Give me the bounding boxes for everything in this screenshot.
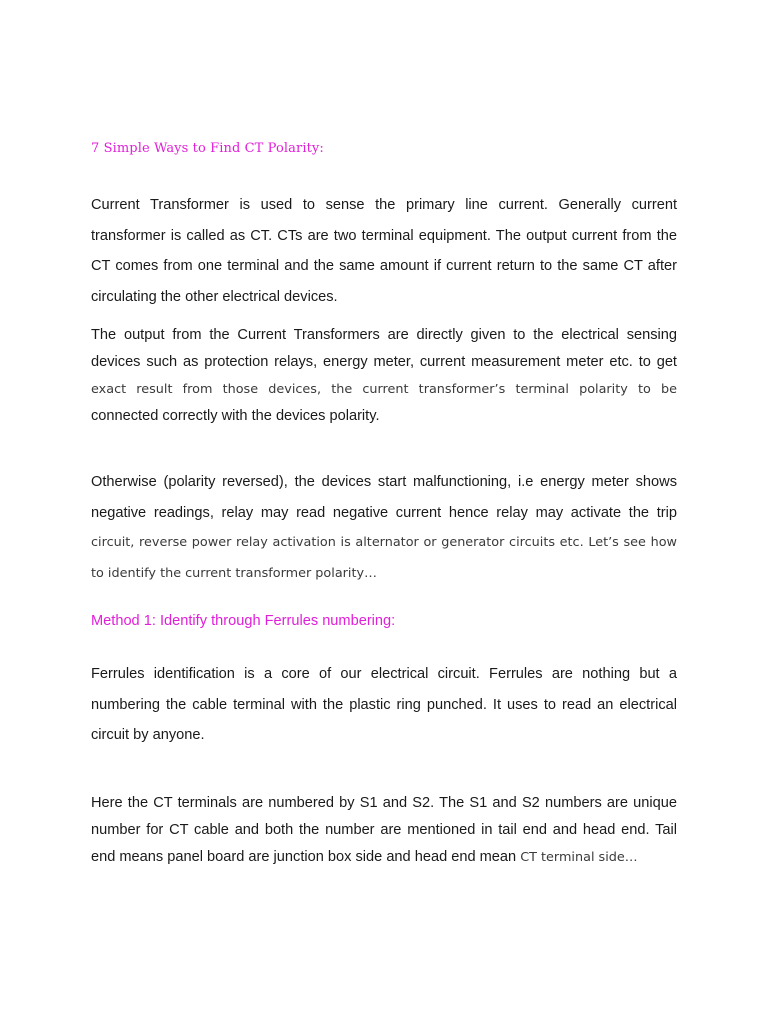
paragraph-output [91, 322, 677, 430]
paragraph-line-tail: CT terminal side… [520, 850, 638, 865]
paragraph-line: transformer is called as CT. CTs are two terminal equipment. The output current from the [91, 227, 677, 244]
paragraph-line: circuit, reverse power relay activation is alternator or generator circuits etc. Let’s see how [91, 535, 677, 550]
paragraph-line [91, 844, 677, 871]
paragraph-line: exact result from those devices, the current transformer’s terminal polarity to be [91, 382, 677, 397]
paragraph-otherwise [91, 467, 677, 589]
paragraph-line: Here the CT terminals are numbered by S1 and S2. The S1 and S2 numbers are unique [91, 795, 677, 811]
paragraph-ferrules [91, 659, 677, 751]
paragraph-intro [91, 190, 677, 312]
paragraph-line: The output from the Current Transformers are directly given to the electrical sensing [91, 327, 677, 343]
paragraph-line: to identify the current transformer polarity… [91, 565, 377, 581]
paragraph-line: connected correctly with the devices polarity. [91, 408, 380, 424]
paragraph-line: Ferrules identification is a core of our electrical circuit. Ferrules are nothing but a [91, 666, 677, 682]
paragraph-line: number for CT cable and both the number are mentioned in tail end and head end. Tail [91, 822, 677, 838]
method-1-heading: Method 1: Identify through Ferrules numbering: [91, 613, 396, 629]
paragraph-line: Otherwise (polarity reversed), the devices start malfunctioning, i.e energy meter shows [91, 474, 677, 490]
paragraph-line: circulating the other electrical devices. [91, 288, 338, 305]
paragraph-line: circuit by anyone. [91, 727, 205, 743]
paragraph-line: negative readings, relay may read negative current hence relay may activate the trip [91, 504, 677, 521]
document-title: 7 Simple Ways to Find CT Polarity: [91, 141, 324, 156]
paragraph-line: CT comes from one terminal and the same amount if current return to the same CT after [91, 258, 677, 274]
paragraph-line: devices such as protection relays, energy meter, current measurement meter etc. to get [91, 354, 677, 370]
paragraph-line-text: end means panel board are junction box side and head end mean [91, 849, 521, 865]
paragraph-line: Current Transformer is used to sense the primary line current. Generally current [91, 197, 677, 213]
paragraph-line: numbering the cable terminal with the plastic ring punched. It uses to read an electrical [91, 696, 677, 713]
paragraph-ct-terminals [91, 790, 677, 871]
